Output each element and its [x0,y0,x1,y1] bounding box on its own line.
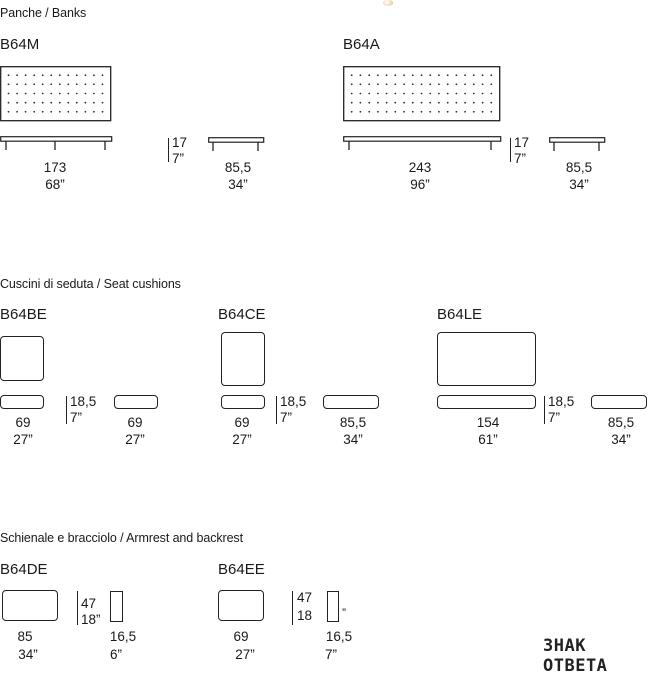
bench-dot [438,83,440,85]
bench-b64a-end-view [549,137,607,155]
bench-dot [360,111,362,113]
bench-dot [351,74,353,76]
bench-dot [33,74,35,76]
bench-dot [473,102,475,104]
bench-dot [67,83,69,85]
bench-dot [429,74,431,76]
bench-dot [93,83,95,85]
bench-dot [76,83,78,85]
bench-dot [464,83,466,85]
product-code-b64be: B64BE [0,306,47,323]
bench-dot [25,111,27,113]
bench-dot [456,74,458,76]
bench-b64a-top-view [343,66,501,122]
b64ee-depth-cm: 16,5 [325,629,353,644]
bench-dot [456,102,458,104]
product-code-b64le: B64LE [437,306,483,323]
height-marker-line [276,396,277,424]
bench-dot [386,74,388,76]
bench-dot [50,102,52,104]
bench-dot [412,102,414,104]
bench-dot [438,74,440,76]
bench-dot [59,83,61,85]
b64de-width-cm: 85 [17,629,33,644]
b64ce-width-in: 27” [232,432,252,447]
bench-dot [403,74,405,76]
bench-dot [50,74,52,76]
bench-dot [25,74,27,76]
bench-dot [403,102,405,104]
b64de-height-cm: 47 [81,596,97,611]
bench-dot [473,83,475,85]
bench-dot [76,111,78,113]
bench-dot [67,74,69,76]
bench-dot [482,74,484,76]
bench-dot [464,74,466,76]
backrest-b64ee-front-view [218,590,264,621]
b64ee-quote-mark: ” [342,606,346,620]
b64a-height-in: 7” [514,151,527,166]
bench-dot [377,102,379,104]
bench-dot [33,93,35,95]
b64m-height-in: 7” [172,151,185,166]
bench-dot [33,83,35,85]
bench-dot [429,102,431,104]
bench-dot [25,83,27,85]
bench-dot [482,93,484,95]
b64be-width-cm: 69 [15,415,31,430]
bench-dot [412,83,414,85]
bench-dot [368,83,370,85]
b64ee-height-cm: 47 [297,590,313,605]
b64a-width-in: 96” [410,177,430,192]
bench-dot [438,93,440,95]
bench-dot [102,93,104,95]
bench-dot [386,102,388,104]
watermark-text: ЗНАК ОТВЕТА [543,636,608,676]
bench-dot [377,93,379,95]
bench-dot [447,111,449,113]
bench-dot [421,83,423,85]
bench-dot [394,111,396,113]
bench-dot [50,83,52,85]
bench-dot [482,102,484,104]
b64a-depth-cm: 85,5 [565,160,593,175]
bench-dot [25,93,27,95]
b64de-depth-cm: 16,5 [109,629,137,644]
b64ee-width-in: 27” [235,647,255,662]
bench-dot [394,83,396,85]
product-code-b64de: B64DE [0,561,48,578]
bench-dot [85,83,87,85]
bench-dot [377,74,379,76]
b64a-depth-in: 34” [569,177,589,192]
cushion-b64le-side-view [591,395,647,409]
b64m-depth-cm: 85,5 [224,160,252,175]
bench-dot [447,93,449,95]
bench-b64a-side-view [343,136,503,154]
bench-dot [456,93,458,95]
backrest-b64de-side-view [110,591,123,622]
bench-dot [351,93,353,95]
bench-dot [421,102,423,104]
b64le-height-cm: 18,5 [548,394,575,409]
bench-dot [464,111,466,113]
bench-dot [8,83,10,85]
bench-dot [8,102,10,104]
b64le-depth-in: 34” [611,432,631,447]
bench-dot [33,111,35,113]
cushion-b64le-front-view [437,395,536,409]
cushion-b64be-side-view [114,395,158,409]
section-title-benches: Panche / Banks [0,6,87,20]
cushion-b64be-top-view [0,336,44,381]
bench-dot [447,102,449,104]
b64le-depth-cm: 85,5 [607,415,635,430]
section-title-backrest: Schienale e bracciolo / Armrest and backrest [0,531,243,545]
bench-dot [42,83,44,85]
bench-dot [16,74,18,76]
product-code-b64a: B64A [343,36,380,53]
bench-dot [447,83,449,85]
bench-dot [16,111,18,113]
bench-dot [482,83,484,85]
bench-dot [8,111,10,113]
bench-dot [8,74,10,76]
cushion-b64le-top-view [437,332,536,386]
bench-dot [368,102,370,104]
b64ee-width-cm: 69 [233,629,249,644]
bench-dot [403,83,405,85]
b64de-width-in: 34” [18,647,38,662]
height-marker-line [292,591,293,625]
bench-dot [464,102,466,104]
bench-b64m-end-view [208,137,266,155]
b64m-width-in: 68” [45,177,65,192]
bench-dot [42,74,44,76]
b64be-depth-cm: 69 [127,415,143,430]
bench-dot [360,74,362,76]
b64le-height-in: 7” [548,410,561,425]
bench-dot [368,93,370,95]
bench-dot [377,83,379,85]
bench-dot [67,111,69,113]
cushion-b64ce-top-view [221,332,265,386]
backrest-b64de-front-view [2,590,58,621]
b64be-width-in: 27” [13,432,33,447]
b64le-width-cm: 154 [476,415,500,430]
b64ee-height-in: 18 [297,608,313,623]
bench-dot [50,111,52,113]
bench-dot [490,93,492,95]
bench-dot [394,102,396,104]
bench-dot [394,74,396,76]
bench-dot [438,111,440,113]
bench-dot [394,93,396,95]
bench-dot [93,93,95,95]
b64a-width-cm: 243 [408,160,432,175]
b64ce-height-in: 7” [280,410,293,425]
bench-dot [59,74,61,76]
height-marker-line [510,138,511,162]
bench-dot [360,93,362,95]
bench-dot [67,93,69,95]
bench-dot [456,111,458,113]
bench-dot [93,111,95,113]
bench-dot [85,111,87,113]
bench-dot [67,102,69,104]
bench-dot [351,102,353,104]
bench-dot [368,74,370,76]
bench-dot [93,102,95,104]
b64ce-depth-in: 34” [343,432,363,447]
bench-dot [102,102,104,104]
bench-dot [50,93,52,95]
b64ce-width-cm: 69 [234,415,250,430]
bench-dot [76,74,78,76]
height-marker-line [66,396,67,424]
bench-dot [360,83,362,85]
height-marker-line [544,396,545,424]
bench-dot [429,111,431,113]
bench-dot [412,74,414,76]
bench-dot [421,74,423,76]
b64ce-depth-cm: 85,5 [339,415,367,430]
bench-dot [421,111,423,113]
b64be-height-in: 7” [70,410,83,425]
bench-dot [8,93,10,95]
bench-dot [421,93,423,95]
height-marker-line [168,138,169,162]
bench-dot [42,93,44,95]
bench-dot [351,111,353,113]
bench-dot [386,83,388,85]
bench-dot [429,93,431,95]
height-marker-line [77,591,78,625]
bench-dot [102,74,104,76]
bench-dot [85,93,87,95]
bench-dot [16,102,18,104]
bench-dot [85,102,87,104]
bench-dot [33,102,35,104]
bench-dot [377,111,379,113]
b64de-depth-in: 6” [109,647,122,662]
backrest-b64ee-side-view [327,591,339,622]
bench-dot [473,111,475,113]
bench-dot [456,83,458,85]
bench-dot [93,74,95,76]
b64be-depth-in: 27” [125,432,145,447]
b64a-height-cm: 17 [514,135,530,150]
bench-dot [386,93,388,95]
b64m-height-cm: 17 [172,135,188,150]
bench-b64m-top-view [0,66,112,122]
bench-dot [59,111,61,113]
decorative-sphere [383,0,393,6]
cushion-b64ce-side-view [323,395,379,409]
bench-dot [368,111,370,113]
product-code-b64ee: B64EE [218,561,265,578]
product-code-b64ce: B64CE [218,306,266,323]
bench-dot [490,111,492,113]
bench-dot [429,83,431,85]
b64ce-height-cm: 18,5 [280,394,307,409]
bench-dot [447,74,449,76]
bench-dot [85,74,87,76]
section-title-cushions: Cuscini di seduta / Seat cushions [0,277,181,291]
bench-dot [403,93,405,95]
cushion-b64ce-front-view [221,395,265,409]
bench-dot [438,102,440,104]
bench-dot [473,74,475,76]
bench-dot [16,93,18,95]
bench-dot [25,102,27,104]
bench-dot [490,74,492,76]
bench-dot [464,93,466,95]
bench-b64m-side-view [0,136,114,154]
bench-dot [386,111,388,113]
bench-dot [412,93,414,95]
b64be-height-cm: 18,5 [70,394,97,409]
bench-dot [102,111,104,113]
bench-dot [42,111,44,113]
bench-dot [482,111,484,113]
bench-dot [59,102,61,104]
bench-dot [59,93,61,95]
product-code-b64m: B64M [0,36,40,53]
bench-dot [351,83,353,85]
b64ee-depth-in: 7” [324,647,337,662]
bench-dot [490,83,492,85]
b64m-depth-in: 34” [228,177,248,192]
bench-dot [403,111,405,113]
bench-dot [412,111,414,113]
bench-dot [473,93,475,95]
b64de-height-in: 18” [81,612,101,627]
cushion-b64be-front-view [0,395,44,409]
bench-dot [76,102,78,104]
bench-dot [16,83,18,85]
bench-dot [490,102,492,104]
b64m-width-cm: 173 [43,160,67,175]
bench-dot [42,102,44,104]
b64le-width-in: 61” [478,432,498,447]
bench-dot [360,102,362,104]
bench-dot [76,93,78,95]
bench-dot [102,83,104,85]
